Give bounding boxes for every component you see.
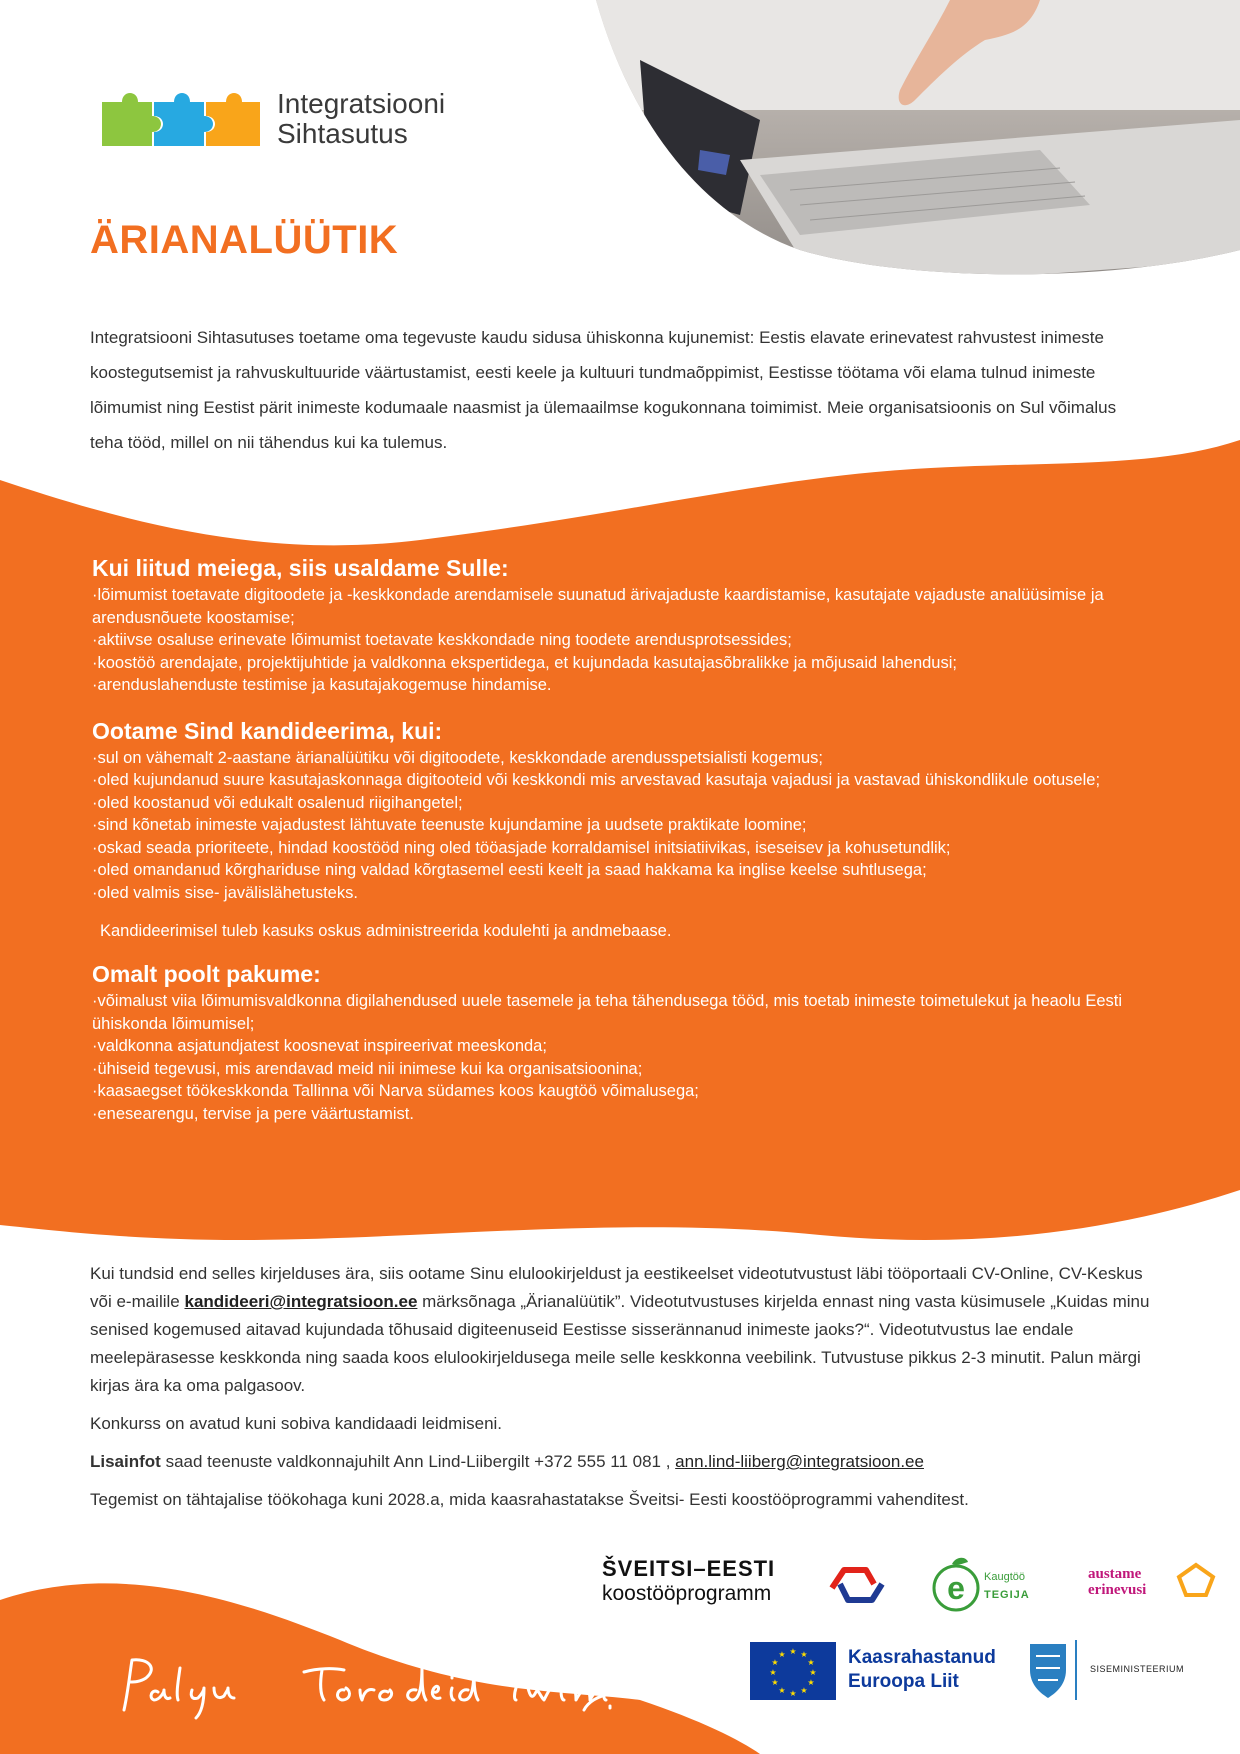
- kaugtoo-tegija-logo: [930, 1556, 1050, 1616]
- swiss-logo-line-2: koostööprogramm: [602, 1582, 772, 1605]
- offer-heading: Omalt poolt pakume:: [92, 961, 321, 987]
- list-item: ·valdkonna asjatundjatest koosnevat inspireerivat meeskonda;: [92, 1037, 547, 1055]
- austame-line-2: erinevusi: [1088, 1582, 1147, 1598]
- handwritten-signature: [118, 1652, 618, 1722]
- list-item: ·arenduslahenduste testimise ja kasutajakogemuse hindamise.: [92, 676, 552, 694]
- list-item: ·võimalust viia lõimumisvaldkonna digilahendused uuele tasemele ja teha tähendusega tööd, mis toetab inimeste toimetulekut ja heaolu Eesti ühiskonda lõimumisel;: [92, 992, 1123, 1033]
- kaugtoo-line-2: TEGIJA: [984, 1589, 1030, 1601]
- list-item: ·sind kõnetab inimeste vajadustest lähtuvate teenuste kujundamine ja uudsete praktikate loomine;: [92, 816, 807, 834]
- contact-email-link[interactable]: ann.lind-liiberg@integratsioon.ee: [675, 1452, 924, 1471]
- swiss-estonian-programme-logo: [602, 1556, 812, 1606]
- svg-text:★: ★: [809, 1668, 817, 1677]
- list-item: ·enesearengu, tervise ja pere väärtustamist.: [92, 1104, 414, 1123]
- list-item: ·sul on vähemalt 2-aastane ärianalüütiku või digitoodete, keskkondade arendusspetsialisti kogemus;: [92, 748, 824, 767]
- orange-content: [92, 554, 1172, 1145]
- advantage-note: Kandideerimisel tuleb kasuks oskus administreerida kodulehti ja andmebaase.: [100, 922, 672, 940]
- job-title: ÄRIANALÜÜTIK: [90, 218, 399, 262]
- list-item: ·oled omandanud kõrghariduse ning valdad kõrgtasemel eesti keelt ja saad hakkama ka inglise keelse suhtlusega;: [92, 861, 927, 879]
- eu-line-1: Kaasrahastanud: [848, 1647, 996, 1668]
- ministry-of-interior-logo: [1024, 1636, 1224, 1706]
- intro-paragraph: Integratsiooni Sihtasutuses toetame oma tegevuste kaudu sidusa ühiskonna kujunemist: Eestis elavate erinevatest rahvustest inimeste koostegutsemist ja rahvuskultuuride väärtustamist, eesti keele ja kultuuri tundmaõppimist, Eestisse töötama või elama tulnud inimeste lõimumist ning Eestist pärit inimeste kodumaale naasmist ja ülemaailmse kogukonnana toimimist. Meie organisatsioonis on Sul võimalus teha tööd, millel on nii tähendus kui ka tulemus.: [90, 328, 1117, 452]
- austame-text: [1088, 1566, 1146, 1598]
- coat-of-arms-icon: [1024, 1640, 1078, 1700]
- trust-section: [92, 554, 1172, 697]
- list-item: ·lõimumist toetavate digitoodete ja -keskkondade arendamisele suunatud ärivajaduste kaardistamise, kasutajate vajaduste analüüsimise ja arendusnõuete koostamise;: [92, 586, 1104, 627]
- svg-text:★: ★: [771, 1678, 779, 1687]
- logo-line-1: Integratsiooni: [277, 88, 446, 119]
- application-info: [90, 1260, 1150, 1524]
- svg-text:★: ★: [800, 1650, 808, 1659]
- kaugtoo-line-1: Kaugtöö: [984, 1571, 1025, 1583]
- apply-text-before: Kui tundsid end selles kirjelduses ära, siis ootame Sinu elulookirjeldust ja eestikeelset videotutvustust läbi tööportaali CV-Online, CV-Keskus või e-mailile: [90, 1264, 1143, 1311]
- svg-text:★: ★: [807, 1658, 815, 1667]
- ministry-name: SISEMINISTEERIUM: [1090, 1664, 1185, 1674]
- offer-section: [92, 960, 1172, 1125]
- pentagon-icon: [1176, 1562, 1216, 1598]
- application-email-link[interactable]: kandideeri@integratsioon.ee: [184, 1292, 418, 1311]
- svg-text:e: e: [947, 1570, 965, 1606]
- apply-paragraph: [90, 1260, 1150, 1400]
- swiss-logo-line-1: ŠVEITSI–EESTI: [602, 1556, 776, 1581]
- info-text: saad teenuste valdkonnajuhilt Ann Lind-Liibergilt +372 555 11 081 ,: [160, 1452, 676, 1471]
- svg-text:★: ★: [789, 1689, 797, 1698]
- austame-line-1: austame: [1088, 1566, 1142, 1582]
- svg-text:★: ★: [789, 1647, 797, 1656]
- svg-text:★: ★: [769, 1668, 777, 1677]
- logo-line-2: Sihtasutus: [277, 118, 408, 149]
- svg-text:★: ★: [807, 1678, 815, 1687]
- deadline-text: Konkurss on avatud kuni sobiva kandidaadi leidmiseni.: [90, 1414, 503, 1433]
- info-label: Lisainfot: [90, 1452, 161, 1471]
- apply-text-after: märksõnaga „Ärianalüütik”. Videotutvustuses kirjelda ennast ning vasta küsimusele „Kuidas minu senised kogemused aitavad kujundada tõhusaid digiteenuseid Eestisse sisserännanud inimeste jaoks?“. Videotutvustus lae endale meelepärasesse keskkonda ning saada koos elulookirjeldusega meile selle keskkonna veebilink. Tutvustuse pikkus 2-3 minutit. Palun märgi kirjas ära ka oma palgasoov.: [90, 1292, 1150, 1395]
- list-item: ·kaasaegset töökeskkonda Tallinna või Narva südames koos kaugtöö võimalusega;: [92, 1082, 699, 1100]
- list-item: ·koostöö arendajate, projektijuhtide ja valdkonna ekspertidega, et kujundada kasutajasõbralikke ja mõjusaid lahendusi;: [92, 653, 957, 672]
- list-item: ·oled kujundanud suure kasutajaskonnaga digitooteid või keskkondi mis arvestavad kasutaja vajadusi ja vastavad ühiskondlikule ootusele;: [92, 771, 1101, 789]
- list-item: ·aktiivse osaluse erinevate lõimumist toetavate keskkondade ning toodete arendusprotsessides;: [92, 631, 792, 649]
- funding-text: Tegemist on tähtajalise töökohaga kuni 2028.a, mida kaasrahastatakse Šveitsi- Eesti koostööprogrammi vahenditest.: [90, 1490, 969, 1509]
- austame-erinevusi-logo: [1088, 1560, 1218, 1610]
- svg-text:★: ★: [778, 1686, 786, 1695]
- expect-heading: Ootame Sind kandideerima, kui:: [92, 717, 443, 744]
- list-item: ·oled valmis sise- javälislähetusteks.: [92, 883, 358, 902]
- list-item: ·oled koostanud või edukalt osalenud riigihangetel;: [92, 793, 463, 812]
- eu-flag-icon: [750, 1642, 836, 1700]
- organization-logo: [100, 84, 480, 154]
- eu-line-2: Euroopa Liit: [848, 1671, 959, 1692]
- swiss-knot-icon: [822, 1558, 892, 1612]
- eu-cofunded-text: [848, 1646, 996, 1694]
- list-item: ·oskad seada prioriteete, hindad koostööd ning oled tööasjade korraldamisel initsiatiivikas, iseseisev ja kohusetundlik;: [92, 838, 951, 857]
- svg-text:★: ★: [778, 1650, 786, 1659]
- logo-text: [277, 89, 445, 149]
- list-item: ·ühiseid tegevusi, mis arendavad meid nii inimese kui ka organisatsioonina;: [92, 1059, 643, 1078]
- svg-text:★: ★: [800, 1686, 808, 1695]
- contact-info: [90, 1448, 1150, 1476]
- puzzle-pieces-icon: [100, 84, 265, 154]
- svg-text:★: ★: [771, 1658, 779, 1667]
- expect-section: [92, 717, 1172, 943]
- trust-heading: Kui liitud meiega, siis usaldame Sulle:: [92, 555, 509, 581]
